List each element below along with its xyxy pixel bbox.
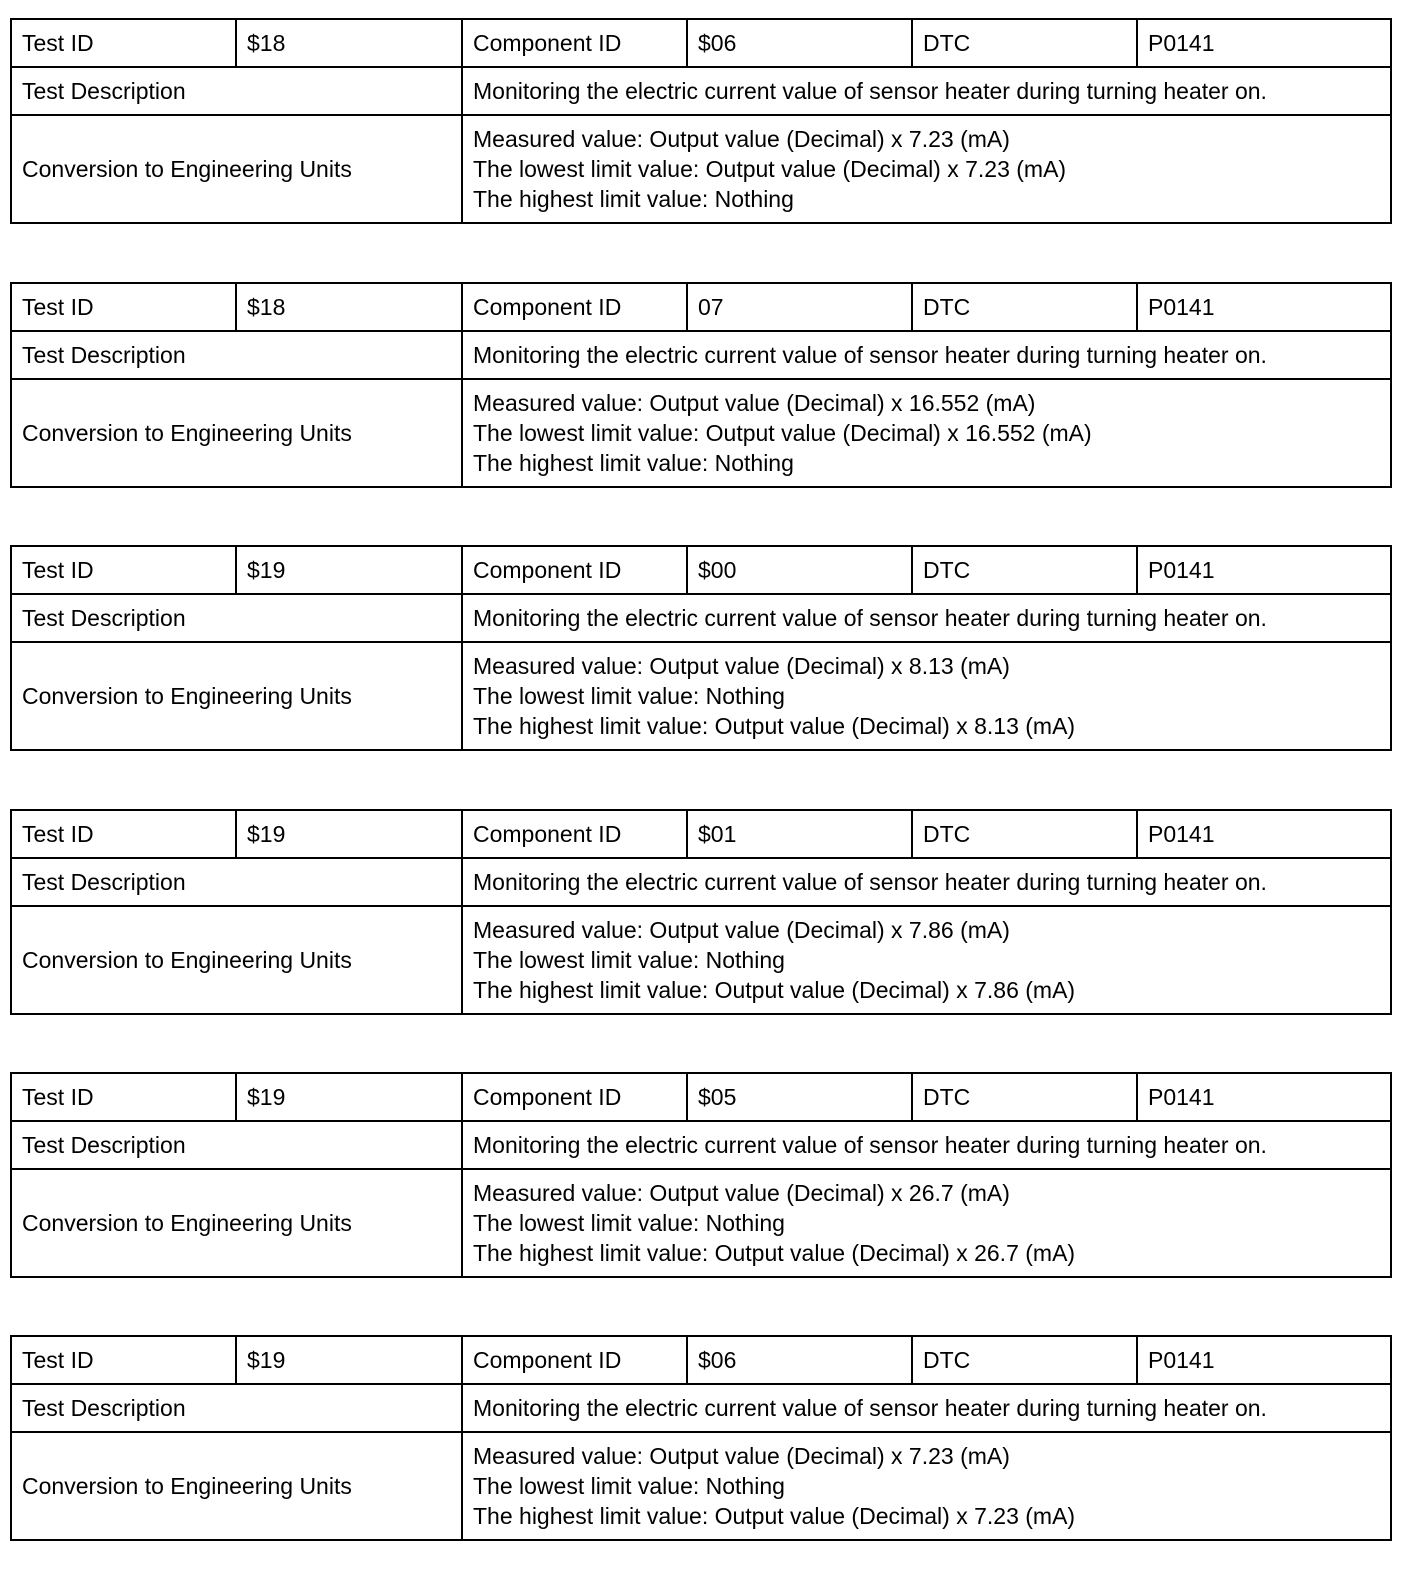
conversion-row <box>11 115 1391 223</box>
measured-value-line: Measured value: Output value (Decimal) x 8.13 (mA) <box>473 653 1010 679</box>
dtc-value: P0141 <box>1137 1073 1391 1121</box>
highest-limit-line: The highest limit value: Nothing <box>473 186 794 212</box>
component-id-label: Component ID <box>462 546 687 594</box>
test-id-label: Test ID <box>11 19 236 67</box>
conversion-label: Conversion to Engineering Units <box>11 379 462 487</box>
test-table <box>10 18 1392 224</box>
test-table <box>10 545 1392 751</box>
description-row <box>11 1384 1391 1432</box>
lowest-limit-line: The lowest limit value: Nothing <box>473 947 785 973</box>
table-header-row <box>11 1073 1391 1121</box>
highest-limit-line: The highest limit value: Nothing <box>473 450 794 476</box>
description-row <box>11 594 1391 642</box>
dtc-label: DTC <box>912 283 1137 331</box>
component-id-value: $06 <box>687 1336 912 1384</box>
description-row <box>11 331 1391 379</box>
conversion-label: Conversion to Engineering Units <box>11 906 462 1014</box>
test-id-label: Test ID <box>11 1073 236 1121</box>
dtc-label: DTC <box>912 19 1137 67</box>
test-description-value: Monitoring the electric current value of sensor heater during turning heater on. <box>462 594 1391 642</box>
conversion-value <box>462 1169 1391 1277</box>
measured-value-line: Measured value: Output value (Decimal) x 16.552 (mA) <box>473 390 1036 416</box>
test-table <box>10 1335 1392 1541</box>
dtc-label: DTC <box>912 1336 1137 1384</box>
component-id-label: Component ID <box>462 19 687 67</box>
component-id-label: Component ID <box>462 283 687 331</box>
test-table <box>10 1072 1392 1278</box>
test-description-value: Monitoring the electric current value of sensor heater during turning heater on. <box>462 858 1391 906</box>
conversion-row <box>11 906 1391 1014</box>
test-description-label: Test Description <box>11 67 462 115</box>
table-header-row <box>11 283 1391 331</box>
lowest-limit-line: The lowest limit value: Nothing <box>473 1210 785 1236</box>
component-id-label: Component ID <box>462 810 687 858</box>
lowest-limit-line: The lowest limit value: Output value (Decimal) x 7.23 (mA) <box>473 156 1067 182</box>
lowest-limit-line: The lowest limit value: Output value (Decimal) x 16.552 (mA) <box>473 420 1092 446</box>
test-id-value: $18 <box>236 19 462 67</box>
highest-limit-line: The highest limit value: Output value (Decimal) x 7.86 (mA) <box>473 977 1076 1003</box>
test-description-label: Test Description <box>11 594 462 642</box>
description-row <box>11 67 1391 115</box>
dtc-label: DTC <box>912 546 1137 594</box>
conversion-value <box>462 115 1391 223</box>
test-id-value: $19 <box>236 1073 462 1121</box>
test-description-value: Monitoring the electric current value of sensor heater during turning heater on. <box>462 1384 1391 1432</box>
conversion-label: Conversion to Engineering Units <box>11 115 462 223</box>
test-description-label: Test Description <box>11 1384 462 1432</box>
dtc-value: P0141 <box>1137 546 1391 594</box>
test-id-value: $18 <box>236 283 462 331</box>
table-header-row <box>11 810 1391 858</box>
test-id-value: $19 <box>236 810 462 858</box>
test-description-value: Monitoring the electric current value of sensor heater during turning heater on. <box>462 331 1391 379</box>
conversion-value <box>462 379 1391 487</box>
conversion-row <box>11 1432 1391 1540</box>
table-header-row <box>11 19 1391 67</box>
conversion-value <box>462 642 1391 750</box>
component-id-value: $06 <box>687 19 912 67</box>
conversion-value <box>462 1432 1391 1540</box>
test-id-label: Test ID <box>11 546 236 594</box>
component-id-value: 07 <box>687 283 912 331</box>
component-id-value: $00 <box>687 546 912 594</box>
test-description-value: Monitoring the electric current value of sensor heater during turning heater on. <box>462 67 1391 115</box>
conversion-row <box>11 379 1391 487</box>
test-id-label: Test ID <box>11 810 236 858</box>
conversion-value <box>462 906 1391 1014</box>
conversion-row <box>11 1169 1391 1277</box>
highest-limit-line: The highest limit value: Output value (Decimal) x 26.7 (mA) <box>473 1240 1076 1266</box>
description-row <box>11 1121 1391 1169</box>
conversion-label: Conversion to Engineering Units <box>11 1169 462 1277</box>
test-id-label: Test ID <box>11 1336 236 1384</box>
measured-value-line: Measured value: Output value (Decimal) x 26.7 (mA) <box>473 1180 1010 1206</box>
test-description-value: Monitoring the electric current value of sensor heater during turning heater on. <box>462 1121 1391 1169</box>
dtc-value: P0141 <box>1137 19 1391 67</box>
measured-value-line: Measured value: Output value (Decimal) x 7.86 (mA) <box>473 917 1010 943</box>
table-header-row <box>11 546 1391 594</box>
conversion-label: Conversion to Engineering Units <box>11 1432 462 1540</box>
dtc-value: P0141 <box>1137 1336 1391 1384</box>
test-description-label: Test Description <box>11 1121 462 1169</box>
highest-limit-line: The highest limit value: Output value (Decimal) x 8.13 (mA) <box>473 713 1076 739</box>
measured-value-line: Measured value: Output value (Decimal) x 7.23 (mA) <box>473 126 1010 152</box>
test-table <box>10 282 1392 488</box>
test-table <box>10 809 1392 1015</box>
description-row <box>11 858 1391 906</box>
dtc-label: DTC <box>912 810 1137 858</box>
table-header-row <box>11 1336 1391 1384</box>
conversion-row <box>11 642 1391 750</box>
test-id-label: Test ID <box>11 283 236 331</box>
component-id-label: Component ID <box>462 1073 687 1121</box>
lowest-limit-line: The lowest limit value: Nothing <box>473 1473 785 1499</box>
dtc-label: DTC <box>912 1073 1137 1121</box>
component-id-value: $01 <box>687 810 912 858</box>
conversion-label: Conversion to Engineering Units <box>11 642 462 750</box>
test-id-value: $19 <box>236 546 462 594</box>
test-id-value: $19 <box>236 1336 462 1384</box>
component-id-label: Component ID <box>462 1336 687 1384</box>
test-description-label: Test Description <box>11 331 462 379</box>
test-description-label: Test Description <box>11 858 462 906</box>
dtc-value: P0141 <box>1137 283 1391 331</box>
measured-value-line: Measured value: Output value (Decimal) x 7.23 (mA) <box>473 1443 1010 1469</box>
dtc-value: P0141 <box>1137 810 1391 858</box>
highest-limit-line: The highest limit value: Output value (Decimal) x 7.23 (mA) <box>473 1503 1076 1529</box>
component-id-value: $05 <box>687 1073 912 1121</box>
lowest-limit-line: The lowest limit value: Nothing <box>473 683 785 709</box>
